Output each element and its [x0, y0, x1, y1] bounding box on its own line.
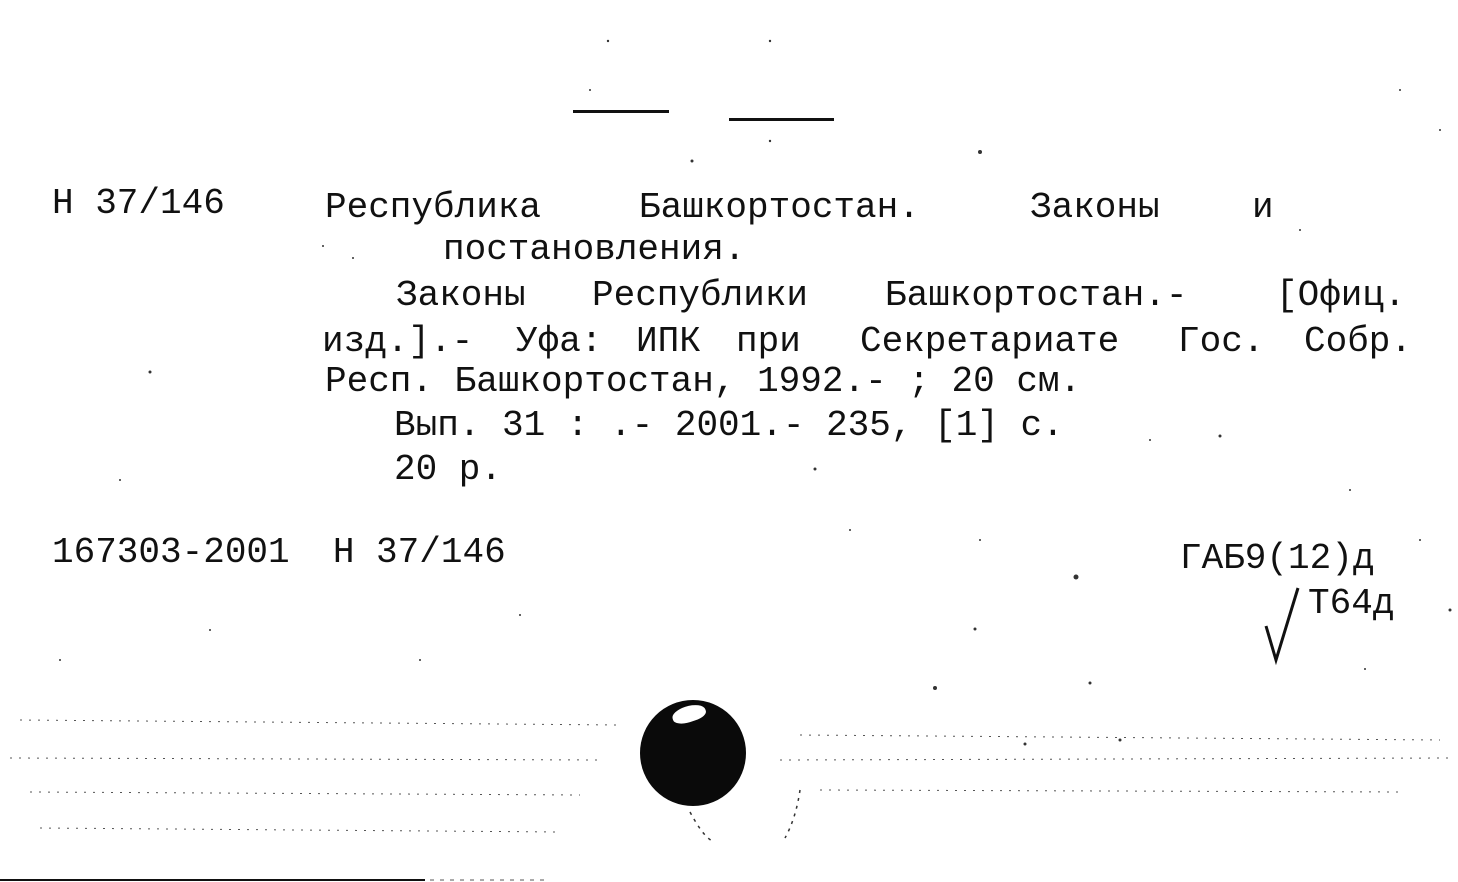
imprint-word-7: Собр. [1304, 321, 1413, 362]
imprint-word-3: ИПК [636, 321, 701, 362]
call-number: Н 37/146 [52, 183, 225, 224]
imprint-word-1: изд.].- [322, 321, 474, 362]
heading-word-1: Республика [325, 187, 542, 228]
imprint-word-6: Гос. [1178, 321, 1265, 362]
checkmark-icon [1264, 586, 1314, 666]
imprint-word-2: Уфа: [516, 321, 603, 362]
heading-continuation: постановления. [443, 229, 746, 270]
price-line: 20 р. [394, 449, 503, 490]
inventory-number: 167303-2001 Н 37/146 [52, 532, 506, 573]
heading-word-2: Башкортостан. [639, 187, 920, 228]
imprint-word-5: Секретариате [860, 321, 1120, 362]
title-word-1: Законы [396, 275, 526, 316]
title-word-3: Башкортостан.- [885, 275, 1188, 316]
heading-word-3: Законы [1030, 187, 1160, 228]
issue-line: Вып. 31 : .- 2001.- 235, [1] с. [394, 405, 1064, 446]
top-rule-right [729, 118, 834, 121]
classification-primary: ГАБ9(12)д [1180, 538, 1375, 579]
top-rule-left [573, 110, 669, 113]
punch-hole [640, 700, 746, 806]
imprint-word-4: при [736, 321, 801, 362]
imprint-line-3: Респ. Башкортостан, 1992.- ; 20 см. [325, 361, 1082, 402]
classification-secondary: Т64д [1308, 583, 1395, 624]
heading-word-4: и [1252, 187, 1274, 228]
title-word-2: Республики [592, 275, 809, 316]
title-word-4: [Офиц. [1276, 275, 1406, 316]
